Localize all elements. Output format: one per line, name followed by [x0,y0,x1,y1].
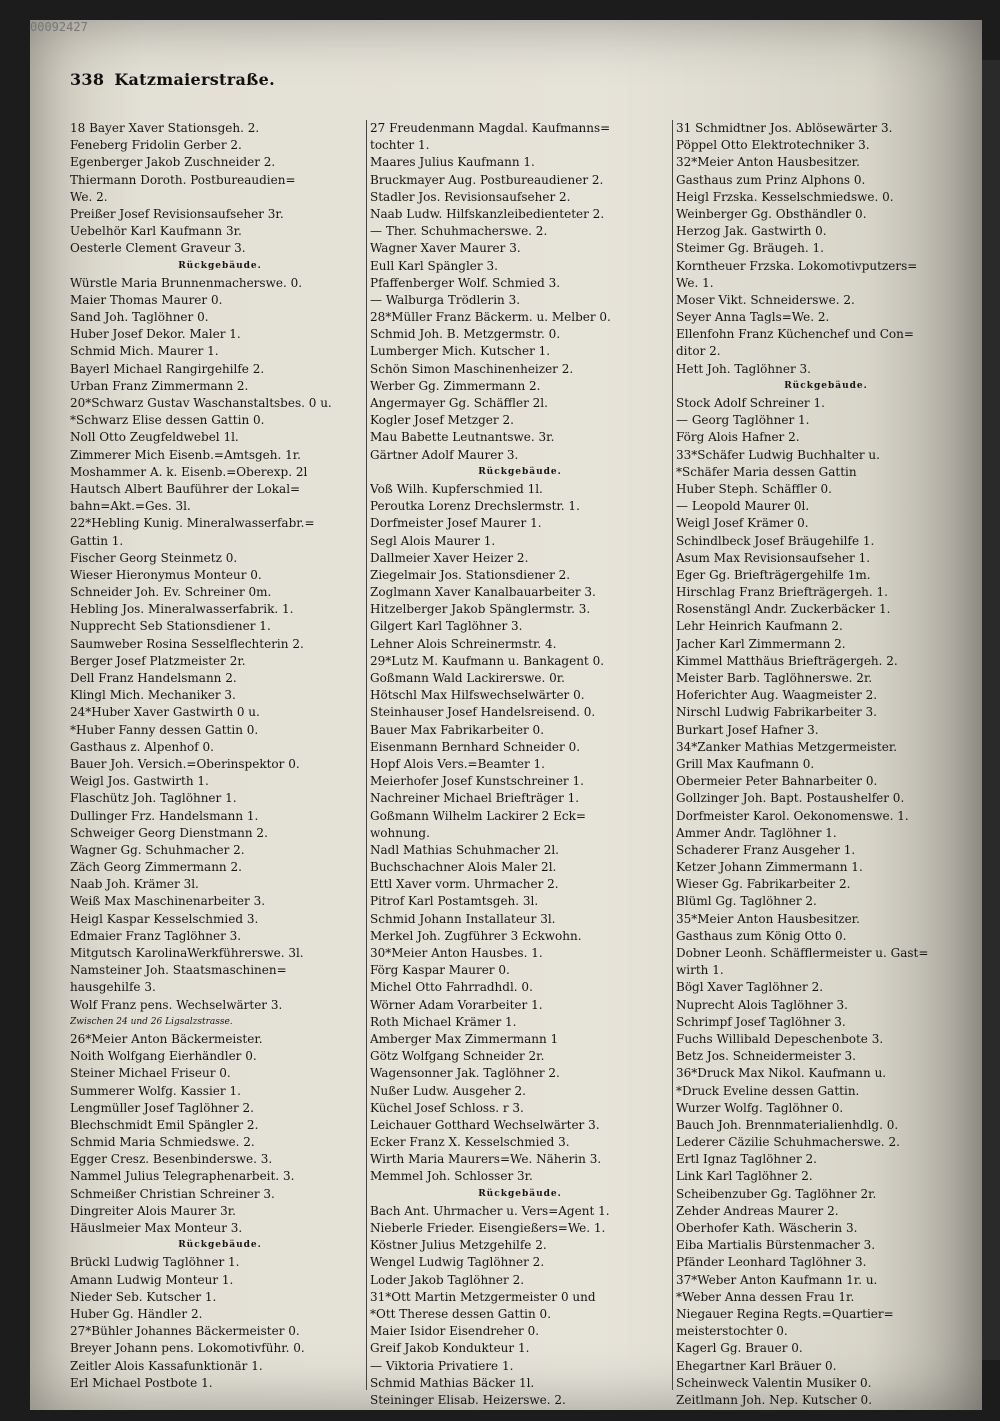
directory-entry: Huber Gg. Händler 2. [70,1306,203,1321]
directory-entry: Amberger Max Zimmermann 1 [370,1031,559,1046]
directory-entry: We. 1. [676,275,714,290]
directory-entry: Nadl Mathias Schuhmacher 2l. [370,842,559,857]
directory-entry: 22*Hebling Kunig. Mineralwasserfabr.= [70,516,315,531]
directory-entry: Sand Joh. Taglöhner 0. [70,310,209,325]
directory-entry: Ammer Andr. Taglöhner 1. [676,825,837,840]
directory-entry: Ziegelmair Jos. Stationsdiener 2. [370,567,571,582]
directory-entry: Nupprecht Seb Stationsdiener 1. [70,619,271,634]
directory-entry: Gilgert Karl Taglöhner 3. [370,619,523,634]
directory-entry: Ellenfohn Franz Küchenchef und Con= [676,327,914,342]
directory-entry: Korntheuer Frzska. Lokomotivputzers= [676,258,918,273]
directory-entry: Wengel Ludwig Taglöhner 2. [370,1255,545,1270]
directory-entry: Stock Adolf Schreiner 1. [676,396,825,410]
directory-entry: Dingreiter Alois Maurer 3r. [70,1203,236,1218]
directory-entry: Moshammer A. k. Eisenb.=Oberexp. 2l [70,464,308,479]
directory-entry: 37*Weber Anton Kaufmann 1r. u. [676,1272,878,1287]
directory-entry: Weiß Max Maschinenarbeiter 3. [70,894,266,909]
directory-entry: Betz Jos. Schneidermeister 3. [676,1049,856,1064]
page-number: 338 [70,70,105,89]
directory-entry: Seyer Anna Tagls=We. 2. [676,310,830,325]
directory-entry: Burkart Josef Hafner 3. [676,722,819,737]
directory-entry: Pitrof Karl Postamtsgeh. 3l. [370,894,539,909]
directory-entry: Edmaier Franz Taglöhner 3. [70,928,242,943]
directory-entry: Gollzinger Joh. Bapt. Postaushelfer 0. [676,791,905,806]
directory-entry: Brückl Ludwig Taglöhner 1. [70,1255,240,1270]
directory-entry: Bauch Joh. Brennmaterialienhdlg. 0. [676,1117,899,1132]
directory-entry: Bauer Max Fabrikarbeiter 0. [370,722,545,737]
directory-entry: Ketzer Johann Zimmermann 1. [676,860,863,875]
directory-entry: Zwischen 24 und 26 Ligsalzstrasse. [70,1016,233,1027]
directory-entry: Dallmeier Xaver Heizer 2. [370,550,529,565]
directory-entry: Rückgebäude. [784,380,868,391]
directory-entry: Weigl Josef Krämer 0. [676,516,809,531]
directory-page [30,20,982,1410]
directory-entry: Voß Wilh. Kupferschmied 1l. [370,481,543,496]
directory-entry: Peroutka Lorenz Drechslermstr. 1. [370,499,580,514]
directory-entry: *Weber Anna dessen Frau 1r. [676,1289,855,1304]
directory-entry: Wagensonner Jak. Taglöhner 2. [370,1066,560,1081]
directory-entry: Bach Ant. Uhrmacher u. Vers=Agent 1. [370,1203,610,1218]
directory-entry: Gärtner Adolf Maurer 3. [370,447,519,462]
directory-entry: meisterstochter 0. [676,1324,788,1339]
directory-entry: Eull Karl Spängler 3. [370,258,498,273]
directory-entry: Scheinweck Valentin Musiker 0. [676,1375,872,1390]
directory-entry: Klingl Mich. Mechaniker 3. [70,688,236,703]
book-edge [982,60,1000,1360]
directory-entry: *Druck Eveline dessen Gattin. [676,1083,860,1098]
directory-entry: Namsteiner Joh. Staatsmaschinen= [70,963,287,978]
directory-entry: — Leopold Maurer 0l. [676,499,810,514]
directory-entry: 24*Huber Xaver Gastwirth 0 u. [70,705,260,720]
directory-entry: Stadler Jos. Revisionsaufseher 2. [370,189,571,204]
directory-entry: Goßmann Wilhelm Lackirer 2 Eck= [370,808,586,823]
directory-entry: Wieser Gg. Fabrikarbeiter 2. [676,877,851,892]
directory-entry: — Georg Taglöhner 1. [676,413,810,428]
directory-entry: Amann Ludwig Monteur 1. [70,1272,234,1287]
directory-entry: Mitgutsch KarolinaWerkführerswe. 3l. [70,946,304,960]
directory-entry: Ettl Xaver vorm. Uhrmacher 2. [370,877,559,892]
directory-entry: 33*Schäfer Ludwig Buchhalter u. [676,447,880,462]
directory-entry: We. 2. [70,189,108,204]
directory-entry: wohnung. [370,825,430,840]
directory-entry: Oberhofer Kath. Wäscherin 3. [676,1221,858,1235]
directory-entry: Zäch Georg Zimmermann 2. [70,860,242,875]
directory-entry: Steimer Gg. Bräugeh. 1. [676,241,824,256]
directory-entry: Steininger Elisab. Heizerswe. 2. [370,1392,566,1407]
directory-entry: Pöppel Otto Elektrotechniker 3. [676,138,870,153]
directory-entry: Nammel Julius Telegraphenarbeit. 3. [70,1169,295,1184]
directory-entry: 28*Müller Franz Bäckerm. u. Melber 0. [370,310,611,325]
directory-entry: 27*Bühler Johannes Bäckermeister 0. [70,1324,300,1339]
directory-entry: Merkel Joh. Zugführer 3 Eckwohn. [370,928,582,943]
directory-entry: Blechschmidt Emil Spängler 2. [70,1117,259,1132]
directory-entry: Buchschachner Alois Maler 2l. [370,860,557,875]
directory-entry: Nieder Seb. Kutscher 1. [70,1289,217,1304]
directory-entry: Egenberger Jakob Zuschneider 2. [70,155,276,170]
directory-entry: Kimmel Matthäus Briefträgergeh. 2. [676,653,898,668]
street-title: Katzmaierstraße. [114,70,275,89]
directory-entry: Weigl Jos. Gastwirth 1. [70,774,209,789]
directory-entry: Noith Wolfgang Eierhändler 0. [70,1049,257,1064]
directory-entry: Zimmerer Mich Eisenb.=Amtsgeh. 1r. [70,447,301,462]
directory-entry: — Walburga Trödlerin 3. [370,292,521,307]
directory-entry: Michel Otto Fahrradhdl. 0. [370,980,533,995]
directory-entry: Gasthaus zum Prinz Alphons 0. [676,172,866,187]
directory-entry: Flaschütz Joh. Taglöhner 1. [70,791,237,806]
directory-entry: Schrimpf Josef Taglöhner 3. [676,1014,846,1029]
directory-entry: Steiner Michael Friseur 0. [70,1066,231,1081]
directory-entry: Leichauer Gotthard Wechselwärter 3. [370,1117,600,1132]
directory-entry: Schmid Mich. Maurer 1. [70,344,219,359]
directory-entry: Schmid Mathias Bäcker 1l. [370,1375,535,1390]
directory-entry: Goßmann Wald Lackirerswe. 0r. [370,671,565,685]
directory-entry: Rückgebäude. [478,466,562,477]
directory-entry: Maares Julius Kaufmann 1. [370,155,535,170]
directory-entry: Rückgebäude. [478,1188,562,1199]
directory-entry: 26*Meier Anton Bäckermeister. [70,1031,263,1046]
directory-entry: Preißer Josef Revisionsaufseher 3r. [70,206,284,221]
directory-entry: 29*Lutz M. Kaufmann u. Bankagent 0. [370,653,605,668]
directory-entry: Schmid Johann Installateur 3l. [370,911,556,926]
directory-entry: 27 Freudenmann Magdal. Kaufmanns= [370,121,611,135]
directory-entry: Lehr Heinrich Kaufmann 2. [676,619,843,634]
directory-entry: Huber Steph. Schäffler 0. [676,481,832,496]
directory-entry: Schaderer Franz Ausgeher 1. [676,842,856,857]
directory-entry: Bayerl Michael Rangirgehilfe 2. [70,361,265,376]
directory-entry: Naab Joh. Krämer 3l. [70,877,199,892]
directory-entry: — Ther. Schuhmacherswe. 2. [370,224,548,239]
directory-entry: Nußer Ludw. Ausgeher 2. [370,1083,526,1098]
directory-entry: Hitzelberger Jakob Spänglermstr. 3. [370,602,591,617]
directory-entry: 34*Zanker Mathias Metzgermeister. [676,739,898,754]
directory-entry: Nieberle Frieder. Eisengießers=We. 1. [370,1221,606,1235]
directory-entry: Hirschlag Franz Briefträgergeh. 1. [676,585,888,600]
directory-entry: Wieser Hieronymus Monteur 0. [70,567,262,582]
directory-entry: Zoglmann Xaver Kanalbauarbeiter 3. [370,585,596,600]
directory-entry: Hötschl Max Hilfswechselwärter 0. [370,688,585,703]
directory-entry: *Schäfer Maria dessen Gattin [676,464,857,479]
directory-entry: Ertl Ignaz Taglöhner 2. [676,1152,817,1167]
directory-entry: 20*Schwarz Gustav Waschanstaltsbes. 0 u. [70,396,332,410]
directory-entry: Berger Josef Platzmeister 2r. [70,653,246,668]
directory-entry: Dorfmeister Josef Maurer 1. [370,516,542,531]
directory-entry: Wolf Franz pens. Wechselwärter 3. [70,997,283,1012]
directory-entry: Feneberg Fridolin Gerber 2. [70,138,242,153]
directory-entry: Thiermann Doroth. Postbureaudien= [70,172,296,187]
directory-entry: Rosenstängl Andr. Zuckerbäcker 1. [676,602,891,617]
directory-entry: Hoferichter Aug. Waagmeister 2. [676,688,878,703]
directory-entry: Meierhofer Josef Kunstschreiner 1. [370,774,584,789]
directory-entry: Hett Joh. Taglöhner 3. [676,361,811,376]
directory-entry: Küchel Josef Schloss. r 3. [370,1100,524,1115]
directory-entry: Wagner Gg. Schuhmacher 2. [70,842,245,857]
directory-entry: Breyer Johann pens. Lokomotivführ. 0. [70,1341,305,1356]
directory-entry: Dullinger Frz. Handelsmann 1. [70,808,259,823]
directory-entry: Dorfmeister Karol. Oekonomenswe. 1. [676,808,909,823]
directory-entry: Pfänder Leonhard Taglöhner 3. [676,1255,867,1270]
directory-entry: Memmel Joh. Schlosser 3r. [370,1169,533,1184]
directory-entry: Eiba Martialis Bürstenmacher 3. [676,1238,876,1253]
directory-entry: Hebling Jos. Mineralwasserfabrik. 1. [70,602,294,617]
directory-entry: Meister Barb. Taglöhnerswe. 2r. [676,671,873,685]
directory-entry: Zeitlmann Joh. Nep. Kutscher 0. [676,1392,873,1407]
directory-entry: Maier Isidor Eisendreher 0. [370,1324,540,1339]
directory-entry: Naab Ludw. Hilfskanzleibedienteter 2. [370,206,605,221]
directory-entry: Dell Franz Handelsmann 2. [70,671,237,685]
directory-entry: *Ott Therese dessen Gattin 0. [370,1306,552,1321]
directory-entry: Wagner Xaver Maurer 3. [370,241,521,256]
directory-entry: Greif Jakob Kondukteur 1. [370,1341,530,1356]
directory-entry: 30*Meier Anton Hausbes. 1. [370,946,543,960]
directory-entry: Hautsch Albert Bauführer der Lokal= [70,481,301,496]
directory-entry: tochter 1. [370,138,430,153]
directory-entry: hausgehilfe 3. [70,980,156,995]
directory-entry: Maier Thomas Maurer 0. [70,292,223,307]
column-3 [676,120,976,1409]
directory-entry: Egger Cresz. Besenbinderswe. 3. [70,1152,273,1167]
page-header [70,70,275,89]
directory-entry: Oesterle Clement Graveur 3. [70,241,246,256]
directory-entry: Köstner Julius Metzgehilfe 2. [370,1238,547,1253]
directory-entry: Eisenmann Bernhard Schneider 0. [370,739,581,754]
directory-entry: Dobner Leonh. Schäfflermeister u. Gast= [676,946,929,960]
directory-entry: Roth Michael Krämer 1. [370,1014,517,1029]
directory-entry: Weinberger Gg. Obsthändler 0. [676,206,867,221]
column-divider [672,120,673,1390]
directory-entry: Lederer Cäzilie Schuhmacherswe. 2. [676,1135,900,1150]
directory-entry: Rückgebäude. [178,260,262,271]
directory-entry: Gattin 1. [70,533,124,548]
directory-entry: Bögl Xaver Taglöhner 2. [676,980,824,995]
directory-entry: 31*Ott Martin Metzgermeister 0 und [370,1289,596,1304]
directory-entry: ditor 2. [676,344,721,359]
directory-entry: 36*Druck Max Nikol. Kaufmann u. [676,1066,887,1081]
directory-entry: Grill Max Kaufmann 0. [676,756,815,771]
directory-entry: Loder Jakob Taglöhner 2. [370,1272,525,1287]
directory-entry: 35*Meier Anton Hausbesitzer. [676,911,860,926]
directory-entry: Schmid Maria Schmiedswe. 2. [70,1135,255,1150]
directory-entry: Uebelhör Karl Kaufmann 3r. [70,224,242,239]
directory-entry: Erl Michael Postbote 1. [70,1375,213,1390]
directory-entry: 31 Schmidtner Jos. Ablösewärter 3. [676,121,893,135]
directory-entry: Pfaffenberger Wolf. Schmied 3. [370,275,561,290]
directory-entry: Hopf Alois Vers.=Beamter 1. [370,756,545,771]
directory-entry: Wurzer Wolfg. Taglöhner 0. [676,1100,844,1115]
directory-entry: Schmeißer Christian Schreiner 3. [70,1186,275,1201]
column-1 [70,120,370,1392]
directory-entry: Ecker Franz X. Kesselschmied 3. [370,1135,570,1150]
directory-entry: Jacher Karl Zimmermann 2. [676,636,846,651]
directory-entry: wirth 1. [676,963,724,978]
directory-entry: Ehegartner Karl Bräuer 0. [676,1358,837,1373]
directory-entry: *Huber Fanny dessen Gattin 0. [70,722,259,737]
directory-entry: Häuslmeier Max Monteur 3. [70,1221,243,1235]
directory-entry: Förg Alois Hafner 2. [676,430,800,445]
directory-entry: Kogler Josef Metzger 2. [370,413,514,428]
directory-entry: Lehner Alois Schreinermstr. 4. [370,636,557,651]
directory-entry: Würstle Maria Brunnenmacherswe. 0. [70,275,303,290]
column-2 [370,120,670,1409]
directory-entry: Herzog Jak. Gastwirth 0. [676,224,827,239]
directory-entry: Wirth Maria Maurers=We. Näherin 3. [370,1152,602,1167]
directory-entry: Lengmüller Josef Taglöhner 2. [70,1100,254,1115]
directory-entry: Götz Wolfgang Schneider 2r. [370,1049,545,1064]
directory-entry: Eger Gg. Briefträgergehilfe 1m. [676,567,871,582]
directory-entry: Scheibenzuber Gg. Taglöhner 2r. [676,1186,877,1201]
directory-entry: bahn=Akt.=Ges. 3l. [70,499,191,514]
directory-entry: Heigl Frzska. Kesselschmiedswe. 0. [676,189,894,204]
directory-entry: Schön Simon Maschinenheizer 2. [370,361,574,376]
directory-entry: Zehder Andreas Maurer 2. [676,1203,839,1218]
directory-entry: Fischer Georg Steinmetz 0. [70,550,238,565]
directory-entry: Schmid Joh. B. Metzgermstr. 0. [370,327,561,342]
directory-entry: Gasthaus zum König Otto 0. [676,928,847,943]
directory-entry: Moser Vikt. Schneiderswe. 2. [676,292,855,307]
directory-entry: Noll Otto Zeugfeldwebel 1l. [70,430,239,445]
directory-entry: Saumweber Rosina Sesselflechterin 2. [70,636,304,651]
directory-entry: Wörner Adam Vorarbeiter 1. [370,997,543,1012]
directory-entry: Asum Max Revisionsaufseher 1. [676,550,871,565]
directory-entry: Schneider Joh. Ev. Schreiner 0m. [70,585,272,600]
directory-entry: Bauer Joh. Versich.=Oberinspektor 0. [70,756,300,771]
directory-entry: Summerer Wolfg. Kassier 1. [70,1083,241,1098]
directory-entry: Segl Alois Maurer 1. [370,533,496,548]
directory-entry: Fuchs Willibald Depeschenbote 3. [676,1031,884,1046]
directory-entry: Werber Gg. Zimmermann 2. [370,378,541,393]
directory-entry: Heigl Kaspar Kesselschmied 3. [70,911,259,926]
directory-entry: Urban Franz Zimmermann 2. [70,378,249,393]
directory-entry: Gasthaus z. Alpenhof 0. [70,739,214,754]
directory-entry: Link Karl Taglöhner 2. [676,1169,813,1184]
directory-entry: Lumberger Mich. Kutscher 1. [370,344,551,359]
directory-entry: — Viktoria Privatiere 1. [370,1358,514,1373]
directory-entry: Nirschl Ludwig Fabrikarbeiter 3. [676,705,877,720]
directory-entry: Steinhauser Josef Handelsreisend. 0. [370,705,596,720]
directory-entry: Förg Kaspar Maurer 0. [370,963,510,978]
directory-entry: Nachreiner Michael Briefträger 1. [370,791,580,806]
directory-entry: Mau Babette Leutnantswe. 3r. [370,430,555,445]
directory-entry: 32*Meier Anton Hausbesitzer. [676,155,860,170]
directory-entry: Schindlbeck Josef Bräugehilfe 1. [676,533,875,548]
directory-entry: Kagerl Gg. Brauer 0. [676,1341,803,1356]
directory-entry: Zeitler Alois Kassafunktionär 1. [70,1358,263,1373]
directory-entry: Angermayer Gg. Schäffler 2l. [370,396,548,410]
scan-id: 00092427 [30,20,88,34]
directory-entry: 18 Bayer Xaver Stationsgeh. 2. [70,121,260,135]
directory-entry: Obermeier Peter Bahnarbeiter 0. [676,774,878,789]
directory-entry: Bruckmayer Aug. Postbureaudiener 2. [370,172,604,187]
directory-entry: Niegauer Regina Regts.=Quartier= [676,1306,894,1321]
directory-entry: Nuprecht Alois Taglöhner 3. [676,997,848,1012]
directory-entry: Rückgebäude. [178,1240,262,1251]
directory-entry: Schweiger Georg Dienstmann 2. [70,825,268,840]
directory-entry: Huber Josef Dekor. Maler 1. [70,327,241,342]
directory-entry: Blüml Gg. Taglöhner 2. [676,894,817,909]
directory-entry: *Schwarz Elise dessen Gattin 0. [70,413,265,428]
